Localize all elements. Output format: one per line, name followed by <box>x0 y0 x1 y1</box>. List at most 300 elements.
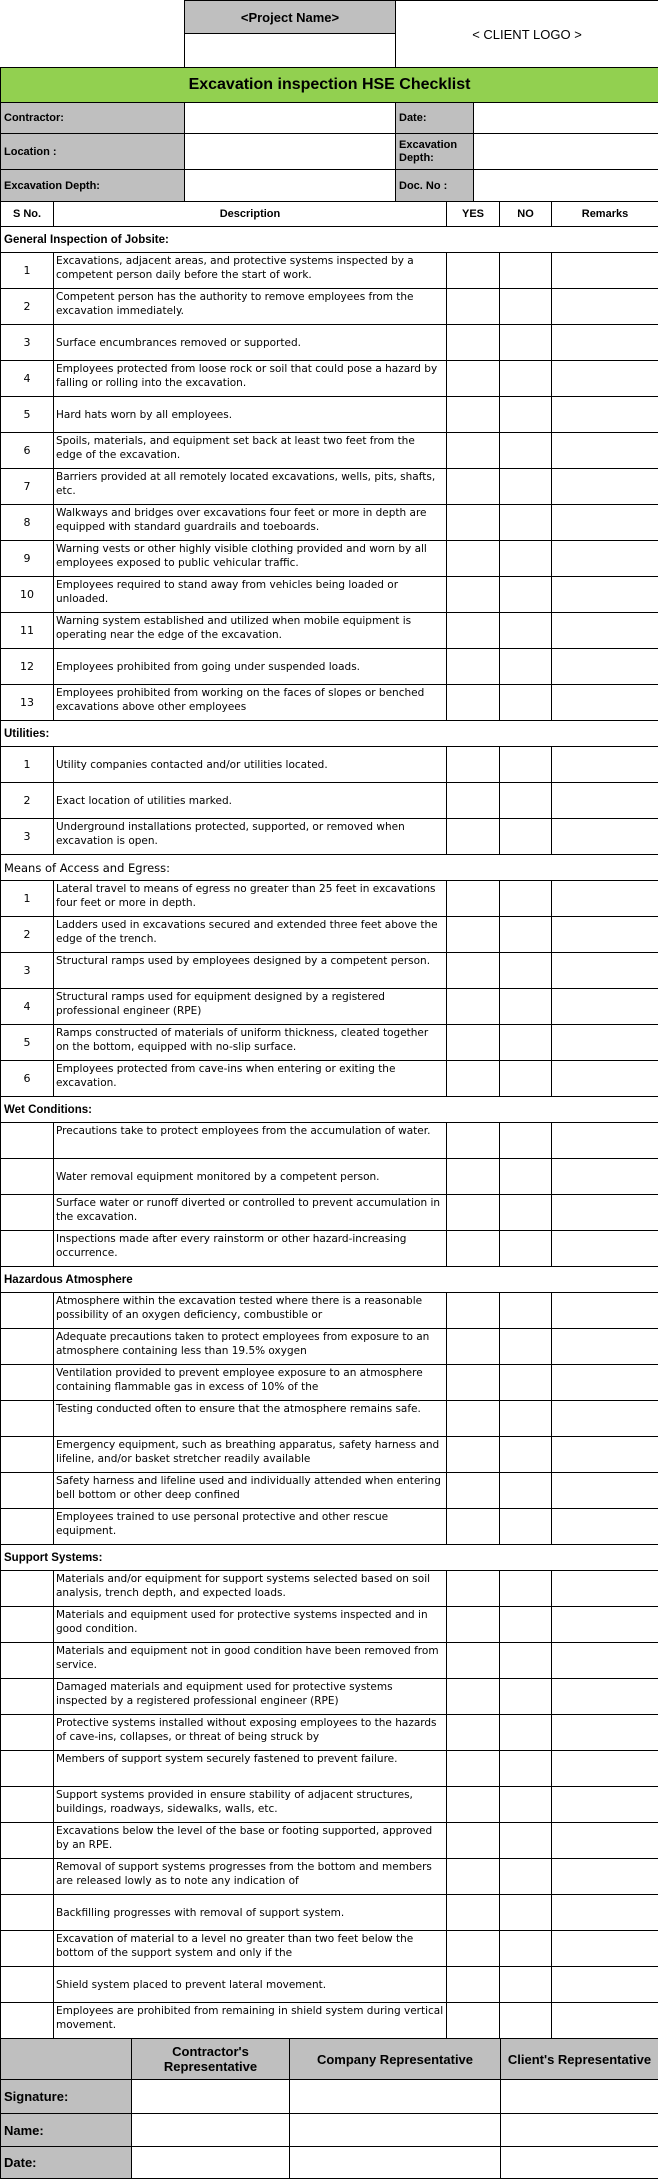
remarks-cell[interactable] <box>552 613 658 649</box>
item-description: Removal of support systems progresses from the bottom and members are released lowly as to note any indication of <box>54 1859 447 1895</box>
location-field[interactable] <box>185 134 396 170</box>
no-cell[interactable] <box>500 577 552 613</box>
checklist-row <box>1 1231 658 1267</box>
item-number <box>1 1643 54 1679</box>
yes-cell[interactable] <box>447 1025 500 1061</box>
checklist-row <box>1 685 658 721</box>
checklist-row <box>1 1509 658 1545</box>
checklist-row <box>1 1859 658 1895</box>
item-number: 3 <box>1 953 54 989</box>
checklist-row <box>1 1195 658 1231</box>
excavation-depth-label-right: Excavation Depth: <box>396 134 474 170</box>
yes-cell[interactable] <box>447 1159 500 1195</box>
remarks-cell[interactable] <box>552 1895 658 1931</box>
checklist-row <box>1 505 658 541</box>
no-cell[interactable] <box>500 1895 552 1931</box>
yes-cell[interactable] <box>447 253 500 289</box>
yes-cell[interactable] <box>447 1473 500 1509</box>
item-number <box>1 1787 54 1823</box>
no-cell[interactable] <box>500 989 552 1025</box>
no-cell[interactable] <box>500 649 552 685</box>
remarks-cell[interactable] <box>552 397 658 433</box>
remarks-cell[interactable] <box>552 253 658 289</box>
checklist-row <box>1 1401 658 1437</box>
excavation-depth-field-right[interactable] <box>474 134 658 170</box>
item-description: Excavations, adjacent areas, and protective systems inspected by a competent person daily before the start of work. <box>54 253 447 289</box>
header-blank <box>1 1 185 34</box>
yes-cell[interactable] <box>447 325 500 361</box>
contractor-field[interactable] <box>185 103 396 134</box>
item-number: 8 <box>1 505 54 541</box>
remarks-cell[interactable] <box>552 819 658 855</box>
item-description: Safety harness and lifeline used and individually attended when entering bell bottom or other deep confined <box>54 1473 447 1509</box>
item-description: Excavations below the level of the base or footing supported, approved by an RPE. <box>54 1823 447 1859</box>
item-description: Backfilling progresses with removal of support system. <box>54 1895 447 1931</box>
item-number <box>1 1231 54 1267</box>
contractor-label: Contractor: <box>1 103 185 134</box>
no-cell[interactable] <box>500 505 552 541</box>
yes-cell[interactable] <box>447 1931 500 1967</box>
yes-cell[interactable] <box>447 1123 500 1159</box>
yes-cell[interactable] <box>447 1751 500 1787</box>
item-description: Ladders used in excavations secured and extended three feet above the edge of the trench. <box>54 917 447 953</box>
no-cell[interactable] <box>500 1607 552 1643</box>
no-cell[interactable] <box>500 1931 552 1967</box>
no-cell[interactable] <box>500 783 552 819</box>
item-number: 6 <box>1 433 54 469</box>
item-number: 5 <box>1 1025 54 1061</box>
item-number <box>1 1679 54 1715</box>
remarks-cell[interactable] <box>552 1293 658 1329</box>
no-cell[interactable] <box>500 469 552 505</box>
no-cell[interactable] <box>500 917 552 953</box>
checklist-row <box>1 1329 658 1365</box>
checklist-row <box>1 747 658 783</box>
checklist-row <box>1 253 658 289</box>
no-cell[interactable] <box>500 1293 552 1329</box>
yes-cell[interactable] <box>447 361 500 397</box>
yes-cell[interactable] <box>447 1571 500 1607</box>
item-description: Precautions take to protect employees from the accumulation of water. <box>54 1123 447 1159</box>
item-description: Hard hats worn by all employees. <box>54 397 447 433</box>
column-no: NO <box>500 202 552 227</box>
remarks-cell[interactable] <box>552 325 658 361</box>
section-row <box>1 1267 658 1293</box>
item-description: Competent person has the authority to remove employees from the excavation immediately. <box>54 289 447 325</box>
item-number: 13 <box>1 685 54 721</box>
item-description: Members of support system securely fastened to prevent failure. <box>54 1751 447 1787</box>
remarks-cell[interactable] <box>552 1931 658 1967</box>
yes-cell[interactable] <box>447 1895 500 1931</box>
item-number <box>1 2003 54 2039</box>
yes-cell[interactable] <box>447 1293 500 1329</box>
checklist-row <box>1 1679 658 1715</box>
item-number: 4 <box>1 361 54 397</box>
project-name-field[interactable] <box>185 34 396 68</box>
remarks-cell[interactable] <box>552 1643 658 1679</box>
item-number: 5 <box>1 397 54 433</box>
section-title-hazardous-atmosphere: Hazardous Atmosphere <box>1 1267 658 1293</box>
item-number: 2 <box>1 783 54 819</box>
date-label-footer: Date: <box>1 2147 132 2179</box>
no-cell[interactable] <box>500 433 552 469</box>
checklist-row <box>1 1061 658 1097</box>
item-description: Structural ramps used by employees designed by a competent person. <box>54 953 447 989</box>
yes-cell[interactable] <box>447 1231 500 1267</box>
checklist-row <box>1 325 658 361</box>
item-description: Atmosphere within the excavation tested where there is a reasonable possibility of an oxygen deficiency, combustible or <box>54 1293 447 1329</box>
no-cell[interactable] <box>500 1473 552 1509</box>
no-cell[interactable] <box>500 1967 552 2003</box>
yes-cell[interactable] <box>447 1061 500 1097</box>
section-row <box>1 855 658 881</box>
remarks-cell[interactable] <box>552 1401 658 1437</box>
no-cell[interactable] <box>500 1509 552 1545</box>
no-cell[interactable] <box>500 881 552 917</box>
section-row <box>1 1097 658 1123</box>
remarks-cell[interactable] <box>552 1195 658 1231</box>
item-description: Surface encumbrances removed or supported. <box>54 325 447 361</box>
remarks-cell[interactable] <box>552 953 658 989</box>
client-name-field[interactable] <box>501 2114 658 2147</box>
remarks-cell[interactable] <box>552 989 658 1025</box>
no-cell[interactable] <box>500 541 552 577</box>
column-yes: YES <box>447 202 500 227</box>
contractor-signature-field[interactable] <box>132 2080 290 2114</box>
no-cell[interactable] <box>500 1025 552 1061</box>
remarks-cell[interactable] <box>552 1473 658 1509</box>
company-name-field[interactable] <box>290 2114 501 2147</box>
remarks-cell[interactable] <box>552 1823 658 1859</box>
doc-no-label: Doc. No : <box>396 170 474 202</box>
yes-cell[interactable] <box>447 953 500 989</box>
item-description: Employees protected from loose rock or soil that could pose a hazard by falling or rolling into the excavation. <box>54 361 447 397</box>
checklist-row <box>1 819 658 855</box>
item-number: 3 <box>1 325 54 361</box>
no-cell[interactable] <box>500 289 552 325</box>
contractor-name-field[interactable] <box>132 2114 290 2147</box>
item-description: Employees required to stand away from vehicles being loaded or unloaded. <box>54 577 447 613</box>
item-number <box>1 1571 54 1607</box>
checklist-row <box>1 1823 658 1859</box>
checklist-row <box>1 1365 658 1401</box>
checklist-row <box>1 783 658 819</box>
no-cell[interactable] <box>500 953 552 989</box>
yes-cell[interactable] <box>447 989 500 1025</box>
item-number: 2 <box>1 917 54 953</box>
no-cell[interactable] <box>500 1715 552 1751</box>
yes-cell[interactable] <box>447 1967 500 2003</box>
yes-cell[interactable] <box>447 1787 500 1823</box>
remarks-cell[interactable] <box>552 685 658 721</box>
remarks-cell[interactable] <box>552 469 658 505</box>
item-description: Utility companies contacted and/or utilities located. <box>54 747 447 783</box>
date-field[interactable] <box>474 103 658 134</box>
company-signature-field[interactable] <box>290 2080 501 2114</box>
no-cell[interactable] <box>500 747 552 783</box>
item-description: Lateral travel to means of egress no greater than 25 feet in excavations four feet or more in depth. <box>54 881 447 917</box>
column-description: Description <box>54 202 447 227</box>
no-cell[interactable] <box>500 819 552 855</box>
checklist-row <box>1 541 658 577</box>
client-signature-field[interactable] <box>501 2080 658 2114</box>
checklist-table <box>0 201 658 2039</box>
item-number <box>1 1293 54 1329</box>
no-cell[interactable] <box>500 1571 552 1607</box>
yes-cell[interactable] <box>447 397 500 433</box>
yes-cell[interactable] <box>447 1607 500 1643</box>
checklist-row <box>1 1931 658 1967</box>
yes-cell[interactable] <box>447 541 500 577</box>
section-title-utilities: Utilities: <box>1 721 658 747</box>
remarks-cell[interactable] <box>552 1231 658 1267</box>
checklist-row <box>1 1751 658 1787</box>
section-title-wet-conditions: Wet Conditions: <box>1 1097 658 1123</box>
item-description: Barriers provided at all remotely located excavations, wells, pits, shafts, etc. <box>54 469 447 505</box>
checklist-row <box>1 613 658 649</box>
item-description: Materials and equipment used for protective systems inspected and in good condition. <box>54 1607 447 1643</box>
no-cell[interactable] <box>500 1643 552 1679</box>
item-number: 1 <box>1 253 54 289</box>
remarks-cell[interactable] <box>552 1679 658 1715</box>
item-number: 12 <box>1 649 54 685</box>
remarks-cell[interactable] <box>552 1159 658 1195</box>
checklist-title: Excavation inspection HSE Checklist <box>1 68 658 103</box>
yes-cell[interactable] <box>447 881 500 917</box>
remarks-cell[interactable] <box>552 881 658 917</box>
yes-cell[interactable] <box>447 1401 500 1437</box>
remarks-cell[interactable] <box>552 917 658 953</box>
item-description: Materials and/or equipment for support systems selected based on soil analysis, trench depth, and expected loads. <box>54 1571 447 1607</box>
remarks-cell[interactable] <box>552 1571 658 1607</box>
item-number: 1 <box>1 881 54 917</box>
item-number: 9 <box>1 541 54 577</box>
section-title-general-inspection-of-jobsite: General Inspection of Jobsite: <box>1 227 658 253</box>
item-description: Excavation of material to a level no greater than two feet below the bottom of the support system and only if the <box>54 1931 447 1967</box>
item-description: Adequate precautions taken to protect employees from exposure to an atmosphere containing less than 19.5% oxygen <box>54 1329 447 1365</box>
remarks-cell[interactable] <box>552 1715 658 1751</box>
column-sno: S No. <box>1 202 54 227</box>
checklist-row <box>1 577 658 613</box>
yes-cell[interactable] <box>447 685 500 721</box>
no-cell[interactable] <box>500 1823 552 1859</box>
item-description: Employees are prohibited from remaining in shield system during vertical movement. <box>54 2003 447 2039</box>
item-description: Materials and equipment not in good condition have been removed from service. <box>54 1643 447 1679</box>
remarks-cell[interactable] <box>552 433 658 469</box>
yes-cell[interactable] <box>447 433 500 469</box>
project-name: <Project Name> <box>185 1 396 34</box>
yes-cell[interactable] <box>447 917 500 953</box>
no-cell[interactable] <box>500 685 552 721</box>
no-cell[interactable] <box>500 1329 552 1365</box>
remarks-cell[interactable] <box>552 747 658 783</box>
yes-cell[interactable] <box>447 1509 500 1545</box>
item-number: 4 <box>1 989 54 1025</box>
item-description: Support systems provided in ensure stability of adjacent structures, buildings, roadways, sidewalks, walls, etc. <box>54 1787 447 1823</box>
no-cell[interactable] <box>500 2003 552 2039</box>
item-number <box>1 1509 54 1545</box>
remarks-cell[interactable] <box>552 1607 658 1643</box>
yes-cell[interactable] <box>447 613 500 649</box>
checklist-row <box>1 289 658 325</box>
yes-cell[interactable] <box>447 289 500 325</box>
section-title-means-of-access-and-egress: Means of Access and Egress: <box>1 855 658 881</box>
yes-cell[interactable] <box>447 1643 500 1679</box>
item-description: Spoils, materials, and equipment set back at least two feet from the edge of the excavation. <box>54 433 447 469</box>
remarks-cell[interactable] <box>552 577 658 613</box>
item-description: Structural ramps used for equipment designed by a registered professional engineer (RPE) <box>54 989 447 1025</box>
checklist-row <box>1 2003 658 2039</box>
yes-cell[interactable] <box>447 747 500 783</box>
remarks-cell[interactable] <box>552 1437 658 1473</box>
remarks-cell[interactable] <box>552 1967 658 2003</box>
checklist-row <box>1 881 658 917</box>
item-number <box>1 1823 54 1859</box>
location-label: Location : <box>1 134 185 170</box>
remarks-cell[interactable] <box>552 1509 658 1545</box>
section-row <box>1 1545 658 1571</box>
checklist-body <box>1 227 658 2039</box>
checklist-row <box>1 1967 658 2003</box>
item-description: Underground installations protected, supported, or removed when excavation is open. <box>54 819 447 855</box>
remarks-cell[interactable] <box>552 1859 658 1895</box>
yes-cell[interactable] <box>447 783 500 819</box>
yes-cell[interactable] <box>447 1823 500 1859</box>
checklist-row <box>1 1715 658 1751</box>
remarks-cell[interactable] <box>552 1329 658 1365</box>
no-cell[interactable] <box>500 361 552 397</box>
item-number <box>1 1329 54 1365</box>
checklist-row <box>1 1025 658 1061</box>
remarks-cell[interactable] <box>552 1123 658 1159</box>
yes-cell[interactable] <box>447 819 500 855</box>
header-blank-2 <box>1 34 185 68</box>
item-description: Employees prohibited from going under suspended loads. <box>54 649 447 685</box>
no-cell[interactable] <box>500 1679 552 1715</box>
remarks-cell[interactable] <box>552 1751 658 1787</box>
yes-cell[interactable] <box>447 1195 500 1231</box>
remarks-cell[interactable] <box>552 541 658 577</box>
item-description: Walkways and bridges over excavations four feet or more in depth are equipped with standard guardrails and toeboards. <box>54 505 447 541</box>
no-cell[interactable] <box>500 397 552 433</box>
no-cell[interactable] <box>500 1195 552 1231</box>
item-description: Damaged materials and equipment used for protective systems inspected by a registered professional engineer (RPE) <box>54 1679 447 1715</box>
item-number <box>1 1365 54 1401</box>
item-number <box>1 1715 54 1751</box>
item-number <box>1 1195 54 1231</box>
no-cell[interactable] <box>500 1859 552 1895</box>
no-cell[interactable] <box>500 1365 552 1401</box>
item-description: Employees protected from cave-ins when entering or exiting the excavation. <box>54 1061 447 1097</box>
doc-no-field[interactable] <box>474 170 658 202</box>
item-description: Inspections made after every rainstorm or other hazard-increasing occurrence. <box>54 1231 447 1267</box>
remarks-cell[interactable] <box>552 649 658 685</box>
item-number <box>1 1607 54 1643</box>
remarks-cell[interactable] <box>552 361 658 397</box>
no-cell[interactable] <box>500 325 552 361</box>
item-number <box>1 1123 54 1159</box>
yes-cell[interactable] <box>447 2003 500 2039</box>
item-number <box>1 1751 54 1787</box>
checklist-row <box>1 917 658 953</box>
item-number: 7 <box>1 469 54 505</box>
no-cell[interactable] <box>500 1123 552 1159</box>
no-cell[interactable] <box>500 1231 552 1267</box>
yes-cell[interactable] <box>447 505 500 541</box>
item-number <box>1 1967 54 2003</box>
remarks-cell[interactable] <box>552 505 658 541</box>
checklist-row <box>1 989 658 1025</box>
item-description: Ramps constructed of materials of uniform thickness, cleated together on the bottom, equipped with no-slip surface. <box>54 1025 447 1061</box>
signoff-corner <box>1 2039 132 2080</box>
remarks-cell[interactable] <box>552 2003 658 2039</box>
remarks-cell[interactable] <box>552 1365 658 1401</box>
checklist-row <box>1 953 658 989</box>
item-description: Water removal equipment monitored by a competent person. <box>54 1159 447 1195</box>
section-row <box>1 227 658 253</box>
name-label: Name: <box>1 2114 132 2147</box>
client-representative-header: Client's Representative <box>501 2039 658 2080</box>
item-description: Surface water or runoff diverted or controlled to prevent accumulation in the excavation. <box>54 1195 447 1231</box>
item-description: Employees trained to use personal protective and other rescue equipment. <box>54 1509 447 1545</box>
excavation-depth-field[interactable] <box>185 170 396 202</box>
item-number <box>1 1437 54 1473</box>
section-title-support-systems: Support Systems: <box>1 1545 658 1571</box>
checklist-row <box>1 1787 658 1823</box>
yes-cell[interactable] <box>447 1437 500 1473</box>
no-cell[interactable] <box>500 253 552 289</box>
checklist-row <box>1 1123 658 1159</box>
remarks-cell[interactable] <box>552 1061 658 1097</box>
item-description: Shield system placed to prevent lateral movement. <box>54 1967 447 2003</box>
yes-cell[interactable] <box>447 1859 500 1895</box>
checklist-row <box>1 649 658 685</box>
yes-cell[interactable] <box>447 577 500 613</box>
yes-cell[interactable] <box>447 1679 500 1715</box>
yes-cell[interactable] <box>447 1365 500 1401</box>
remarks-cell[interactable] <box>552 289 658 325</box>
yes-cell[interactable] <box>447 1329 500 1365</box>
remarks-cell[interactable] <box>552 1787 658 1823</box>
contractor-representative-header: Contractor's Representative <box>132 2039 290 2080</box>
item-number <box>1 1931 54 1967</box>
remarks-cell[interactable] <box>552 783 658 819</box>
no-cell[interactable] <box>500 1401 552 1437</box>
checklist-row <box>1 1643 658 1679</box>
header-table <box>0 0 658 202</box>
company-representative-header: Company Representative <box>290 2039 501 2080</box>
yes-cell[interactable] <box>447 1715 500 1751</box>
yes-cell[interactable] <box>447 469 500 505</box>
item-number <box>1 1473 54 1509</box>
no-cell[interactable] <box>500 1787 552 1823</box>
item-description: Ventilation provided to prevent employee exposure to an atmosphere containing flammable gas in excess of 10% of the <box>54 1365 447 1401</box>
no-cell[interactable] <box>500 613 552 649</box>
remarks-cell[interactable] <box>552 1025 658 1061</box>
item-number <box>1 1895 54 1931</box>
item-number: 11 <box>1 613 54 649</box>
item-description: Exact location of utilities marked. <box>54 783 447 819</box>
item-description: Emergency equipment, such as breathing apparatus, safety harness and lifeline, and/or basket stretcher readily available <box>54 1437 447 1473</box>
no-cell[interactable] <box>500 1751 552 1787</box>
no-cell[interactable] <box>500 1159 552 1195</box>
section-row <box>1 721 658 747</box>
no-cell[interactable] <box>500 1437 552 1473</box>
date-label: Date: <box>396 103 474 134</box>
excavation-depth-label: Excavation Depth: <box>1 170 185 202</box>
yes-cell[interactable] <box>447 649 500 685</box>
no-cell[interactable] <box>500 1061 552 1097</box>
